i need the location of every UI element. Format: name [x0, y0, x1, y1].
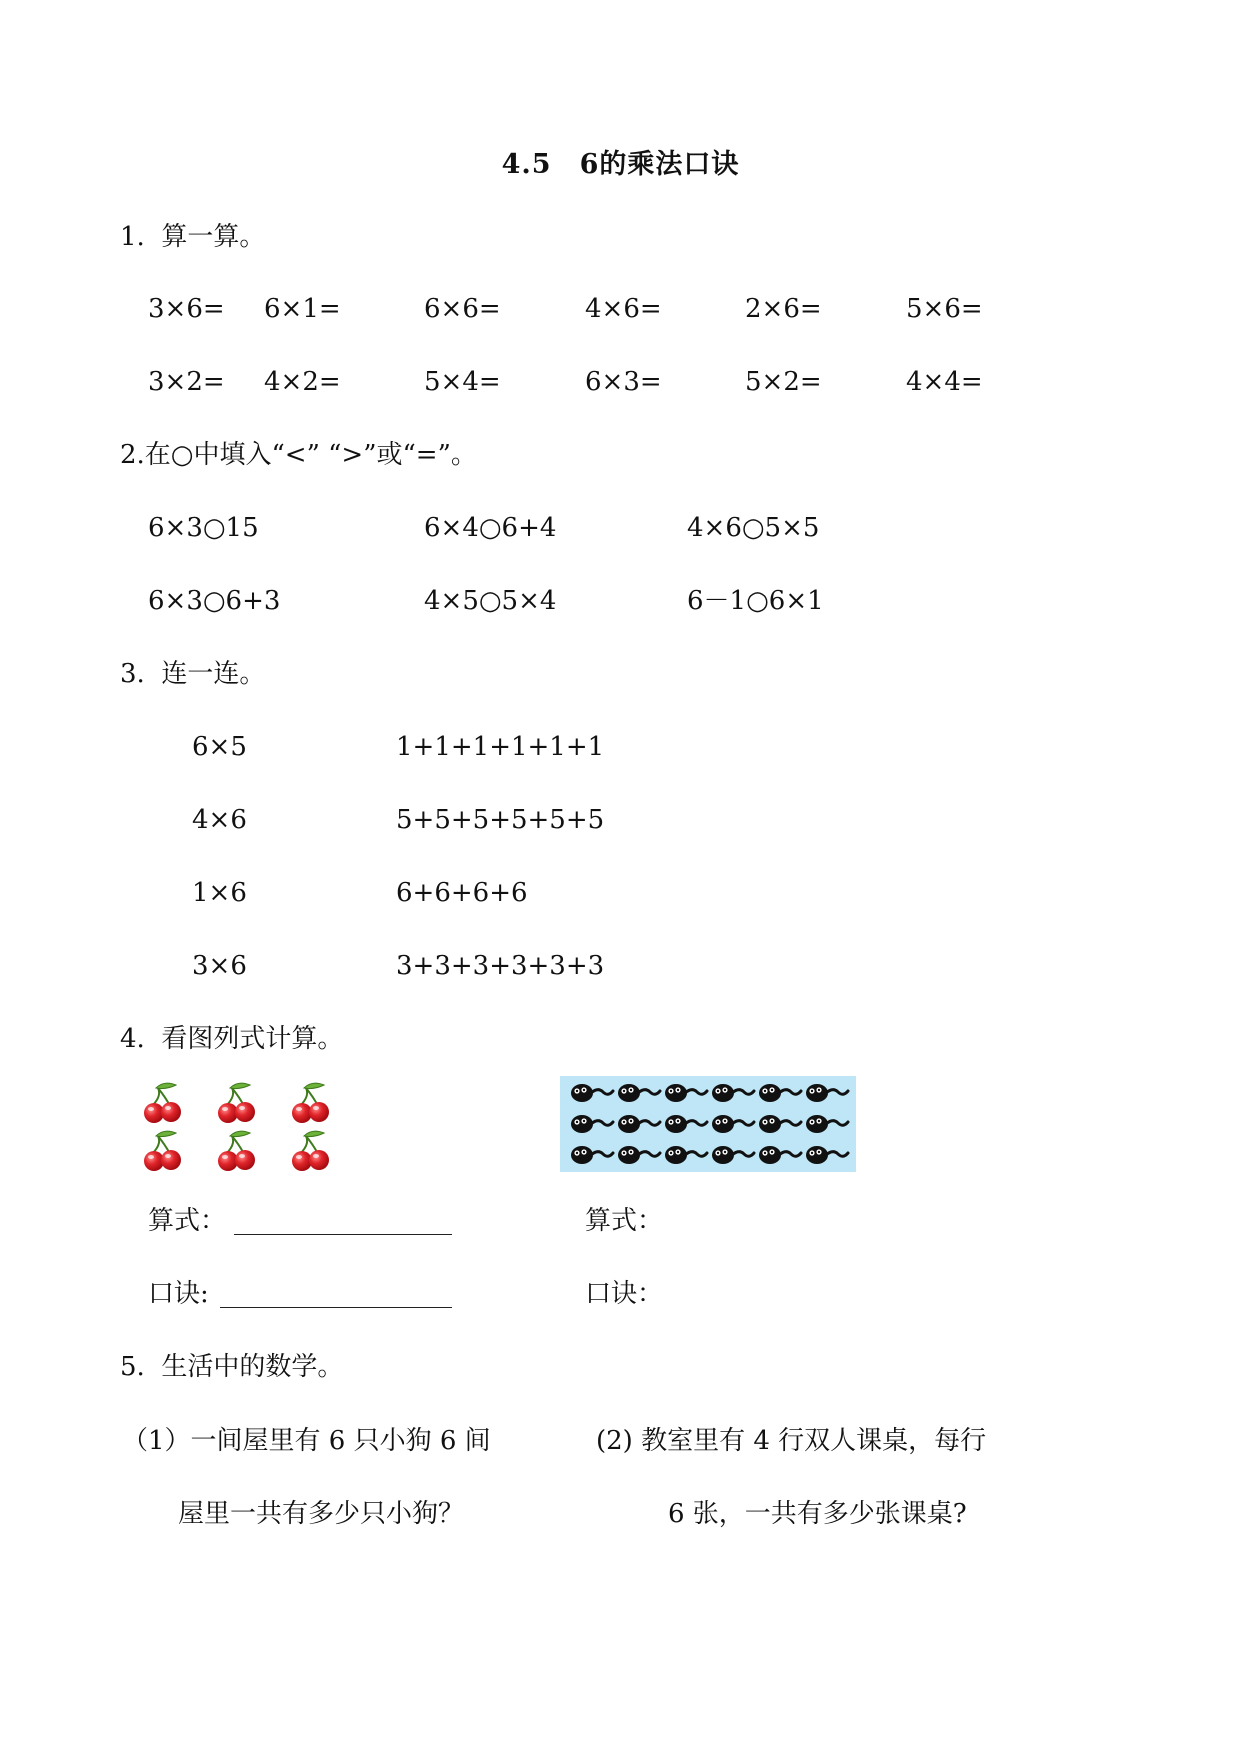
q4-formula-answer-line[interactable]: [234, 1208, 452, 1235]
q5-problem1-line1: （1）一间屋里有 6 只小狗 6 间: [122, 1426, 491, 1456]
q1-r2-c4: 6×3=: [585, 367, 662, 397]
q1-r2-c1: 3×2=: [148, 367, 225, 397]
q1-r2-c3: 5×4=: [424, 367, 501, 397]
q2-heading: 2.在○中填入“<” “>”或“=”。: [120, 440, 477, 470]
q1-heading: 1. 算一算。: [120, 222, 266, 252]
q3-right-2: 5+5+5+5+5+5: [396, 805, 605, 835]
q3-left-1: 6×5: [192, 732, 247, 762]
q4-rhyme-answer-line[interactable]: [220, 1281, 452, 1308]
q4-heading: 4. 看图列式计算。: [120, 1024, 344, 1054]
q5-heading: 5. 生活中的数学。: [120, 1352, 344, 1382]
q4-rhyme-label-right: 口诀：: [585, 1279, 664, 1309]
q2-r2-c2: 4×5○5×4: [424, 586, 557, 616]
q1-r1-c4: 4×6=: [585, 294, 662, 324]
cherry-icon: [218, 1083, 255, 1123]
q3-left-3: 1×6: [192, 878, 247, 908]
q3-right-4: 3+3+3+3+3+3: [396, 951, 605, 981]
q2-r2-c3: 6－1○6×1: [687, 586, 824, 616]
q3-left-4: 3×6: [192, 951, 247, 981]
cherry-icon: [218, 1131, 255, 1171]
q1-r1-c5: 2×6=: [745, 294, 822, 324]
q2-r1-c3: 4×6○5×5: [687, 513, 820, 543]
q1-r1-c1: 3×6=: [148, 294, 225, 324]
q1-r2-c5: 5×2=: [745, 367, 822, 397]
page-title: 4.5 6的乘法口诀: [501, 149, 740, 180]
cherry-icon: [144, 1083, 181, 1123]
q1-r1-c2: 6×1=: [264, 294, 341, 324]
q1-r2-c6: 4×4=: [906, 367, 983, 397]
cherry-icon: [144, 1131, 181, 1171]
q4-formula-label: 算式：: [148, 1206, 227, 1236]
q5-problem1-line2: 屋里一共有多少只小狗？: [178, 1499, 465, 1529]
q4-formula-label-right: 算式：: [585, 1206, 664, 1236]
q3-left-2: 4×6: [192, 805, 247, 835]
q2-r1-c2: 6×4○6+4: [424, 513, 557, 543]
q1-r1-c3: 6×6=: [424, 294, 501, 324]
q5-problem2-line1: (2) 教室里有 4 行双人课桌，每行: [596, 1426, 987, 1456]
q1-r2-c2: 4×2=: [264, 367, 341, 397]
cherry-icon: [292, 1131, 329, 1171]
cherry-icon: [292, 1083, 329, 1123]
q5-problem2-line2: 6 张，一共有多少张课桌?: [668, 1499, 967, 1529]
tadpole-picture: [560, 1076, 856, 1172]
cherry-picture: [140, 1078, 350, 1178]
q3-heading: 3. 连一连。: [120, 659, 266, 689]
q3-right-3: 6+6+6+6: [396, 878, 528, 908]
q3-right-1: 1+1+1+1+1+1: [396, 732, 605, 762]
q4-rhyme-label: 口诀:: [148, 1279, 209, 1309]
q1-r1-c6: 5×6=: [906, 294, 983, 324]
q2-r2-c1: 6×3○6+3: [148, 586, 281, 616]
q2-r1-c1: 6×3○15: [148, 513, 259, 543]
